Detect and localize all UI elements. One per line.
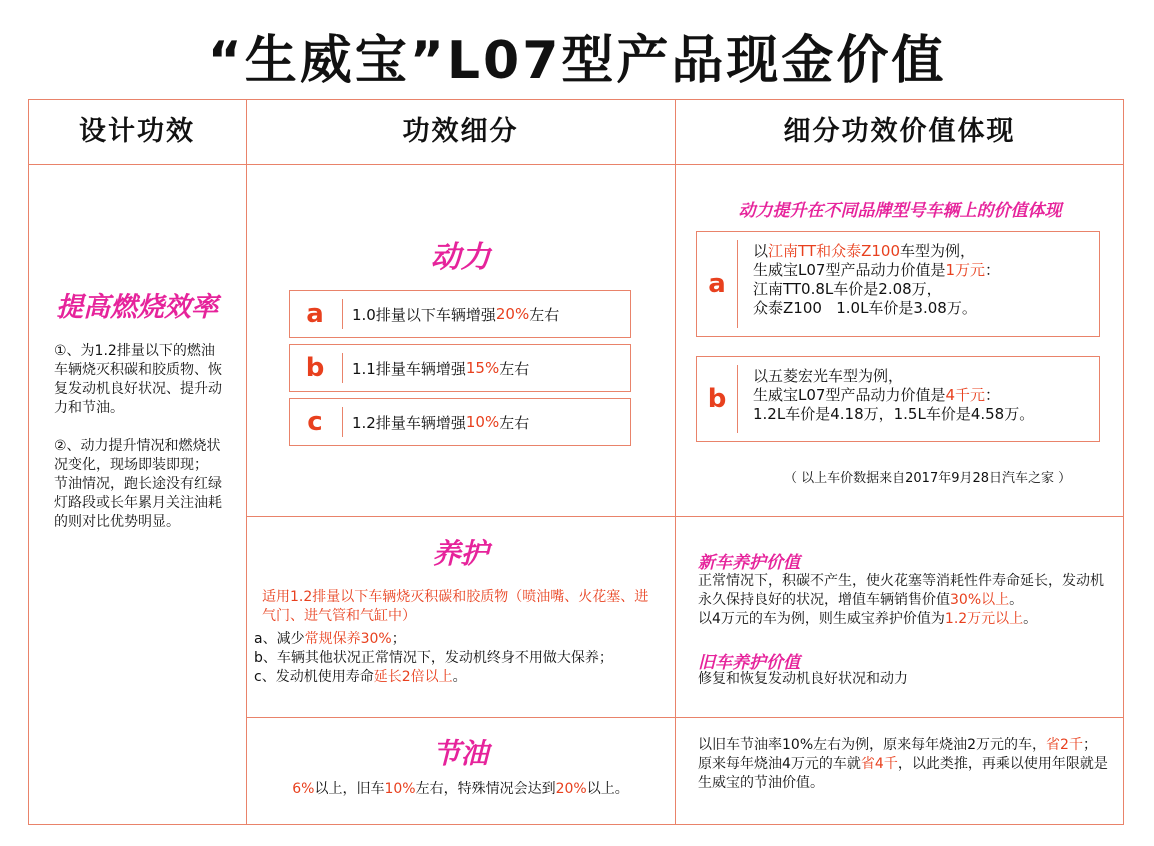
power-item-b-text: 1.1排量车辆增强 15% 左右	[352, 359, 530, 378]
header-effect-breakdown: 功效细分	[402, 116, 519, 147]
divider	[246, 516, 1124, 517]
new-car-heading: 新车养护价值	[698, 553, 800, 573]
left-p1: ①、为1.2排量以下的燃油车辆烧灭积碳和胶质物、恢复发动机良好状况、提升动力和节油。	[54, 343, 222, 416]
fuel-heading: 节油	[432, 737, 489, 770]
maint-list	[254, 630, 672, 687]
left-text	[54, 342, 226, 532]
maint-value-text: 正常情况下，积碳不产生，使火花塞等消耗性件寿命延长，发动机永久保持良好的状况，增值车辆销售价值30%以上。 以4万元的车为例，则生威宝养护价值为1.2万元以上。	[698, 573, 1104, 627]
letter-a: a	[708, 269, 726, 299]
value-box-a	[696, 231, 1100, 337]
power-heading: 动力	[430, 240, 491, 275]
fuel-value-text: 以旧车节油率10%左右为例，原来每年烧油2万元的车，省2千； 原来每年烧油4万元的车就省4千，以此类推，再乘以使用年限就是生威宝的节油价值。	[698, 737, 1108, 791]
power-item-a	[289, 290, 631, 338]
value-box-b-text: 以五菱宏光车型为例， 生威宝L07型产品动力价值是4千元： 1.2L车价是4.18万，1.5L车价是4.58万。	[753, 367, 1035, 423]
value-box-a-text: 以江南TT和众泰Z100车型为例， 生威宝L07型产品动力价值是1万元： 江南TT0.8L车价是2.08万， 众泰Z100 1.0L车价是3.08万。	[753, 242, 1001, 317]
letter-c: c	[307, 407, 323, 437]
power-item-a-text: 1.0排量以下车辆增强 20% 左右	[352, 305, 560, 324]
header-value: 细分功效价值体现	[783, 116, 1016, 147]
power-item-b	[289, 344, 631, 392]
divider	[246, 717, 1124, 718]
header-design-effect: 设计功效	[79, 116, 195, 147]
maint-a: a、减少常规保养30%；	[254, 631, 406, 647]
divider	[28, 164, 1124, 165]
left-p2: ②、动力提升情况和燃烧状况变化，现场即装即现；	[54, 438, 221, 473]
maint-intro: 适用1.2排量以下车辆烧灭积碳和胶质物（喷油嘴、火花塞、进气门、进气管和气缸中）	[262, 589, 649, 624]
letter-b: b	[707, 384, 727, 414]
power-item-c-text: 1.2排量车辆增强 10% 左右	[352, 413, 530, 432]
power-item-c	[289, 398, 631, 446]
maint-heading: 养护	[432, 537, 489, 570]
old-car-heading: 旧车养护价值	[698, 653, 800, 673]
letter-b: b	[305, 353, 325, 383]
value-heading: 动力提升在不同品牌型号车辆上的价值体现	[738, 201, 1062, 221]
left-heading: 提高燃烧效率	[56, 292, 218, 323]
page-title: “生威宝”L07型产品现金价值	[207, 31, 947, 91]
value-source-note: （ 以上车价数据来自2017年9月28日汽车之家 ）	[784, 471, 1072, 486]
fuel-text: 6%以上，旧车10%左右，特殊情况会达到20%以上。	[292, 781, 629, 797]
maint-b: b、车辆其他状况正常情况下，发动机终身不用做大保养；	[254, 650, 613, 666]
maint-c: c、发动机使用寿命延长2倍以上。	[254, 669, 467, 685]
letter-a: a	[306, 299, 324, 329]
old-car-text: 修复和恢复发动机良好状况和动力	[698, 671, 908, 687]
left-p3: 节油情况，跑长途没有红绿灯路段或长年累月关注油耗的则对比优势明显。	[54, 476, 222, 530]
value-box-b	[696, 356, 1100, 442]
